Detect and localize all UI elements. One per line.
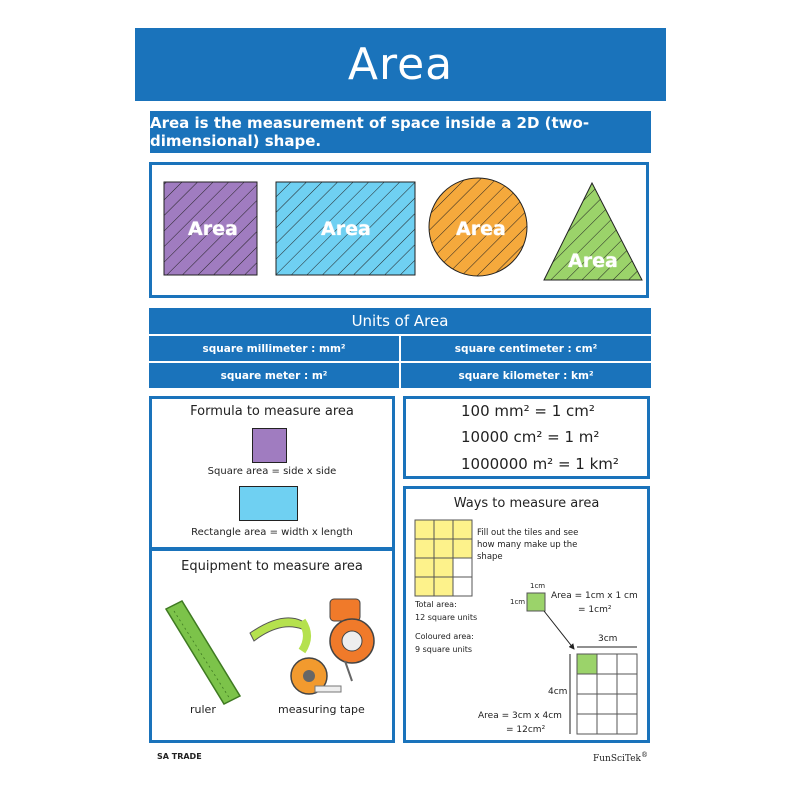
rectangle-area-label: Area [321,218,371,240]
funscitek-logo [593,751,648,764]
unit-area-result: = 1cm² [578,605,612,615]
ruler-icon [166,601,240,704]
equipment-title: Equipment to measure area [181,559,363,574]
tile-instruction: Fill out the tiles and see how many make up the shape [477,528,579,562]
unit-side-left: 1cm [510,598,526,606]
unit-cm2: square centimeter : cm² [401,336,651,361]
ruler-label: ruler [190,703,216,716]
equipment-panel [149,548,395,743]
area-grid [570,647,637,734]
height-label: 4cm [548,687,568,697]
registered-mark: ® [641,751,649,759]
conversion-cm-m: 10000 cm² = 1 m² [461,428,600,446]
rect-area-result: = 12cm² [506,725,546,735]
rect-area-formula: Area = 3cm x 4cm [478,711,562,721]
formula-panel [149,396,395,550]
definition-banner: Area is the measurement of space inside a 2D (two-dimensional) shape. [150,111,651,153]
coloured-area-value: 9 square units [415,645,473,654]
ways-panel [403,486,650,743]
funscitek-name: FunSciTek [593,754,642,764]
conversion-m-km: 1000000 m² = 1 km² [461,455,619,473]
tape-measure-icon [250,599,374,694]
rectangle-formula-text: Rectangle area = width x length [191,527,353,538]
total-area-label: Total area: [415,600,457,609]
unit-mm2: square millimeter : mm² [149,336,399,361]
unit-km2: square kilometer : km² [401,363,651,388]
formula-square [252,428,287,463]
tile-grid [415,520,472,596]
units-title: Units of Area [149,308,651,334]
sa-trade-logo: SA TRADE [157,752,202,761]
measuring-tape-label: measuring tape [278,703,365,716]
unit-m2: square meter : m² [149,363,399,388]
triangle-area-label: Area [568,250,618,272]
ways-title: Ways to measure area [453,496,600,511]
width-label: 3cm [598,634,618,644]
page-title: Area [135,28,666,101]
conversions-panel [403,396,650,479]
square-area-label: Area [188,218,238,240]
total-area-value: 12 square units [415,613,478,622]
unit-square [527,593,545,611]
formula-title: Formula to measure area [190,404,354,419]
conversion-mm-cm: 100 mm² = 1 cm² [461,402,595,420]
square-formula-text: Square area = side x side [207,466,337,477]
unit-area-formula: Area = 1cm x 1 cm [551,591,638,601]
formula-rectangle [239,486,298,521]
shapes-panel [149,162,649,298]
circle-area-label: Area [456,218,506,240]
unit-side-top: 1cm [530,582,546,590]
coloured-area-label: Coloured area: [415,632,474,641]
